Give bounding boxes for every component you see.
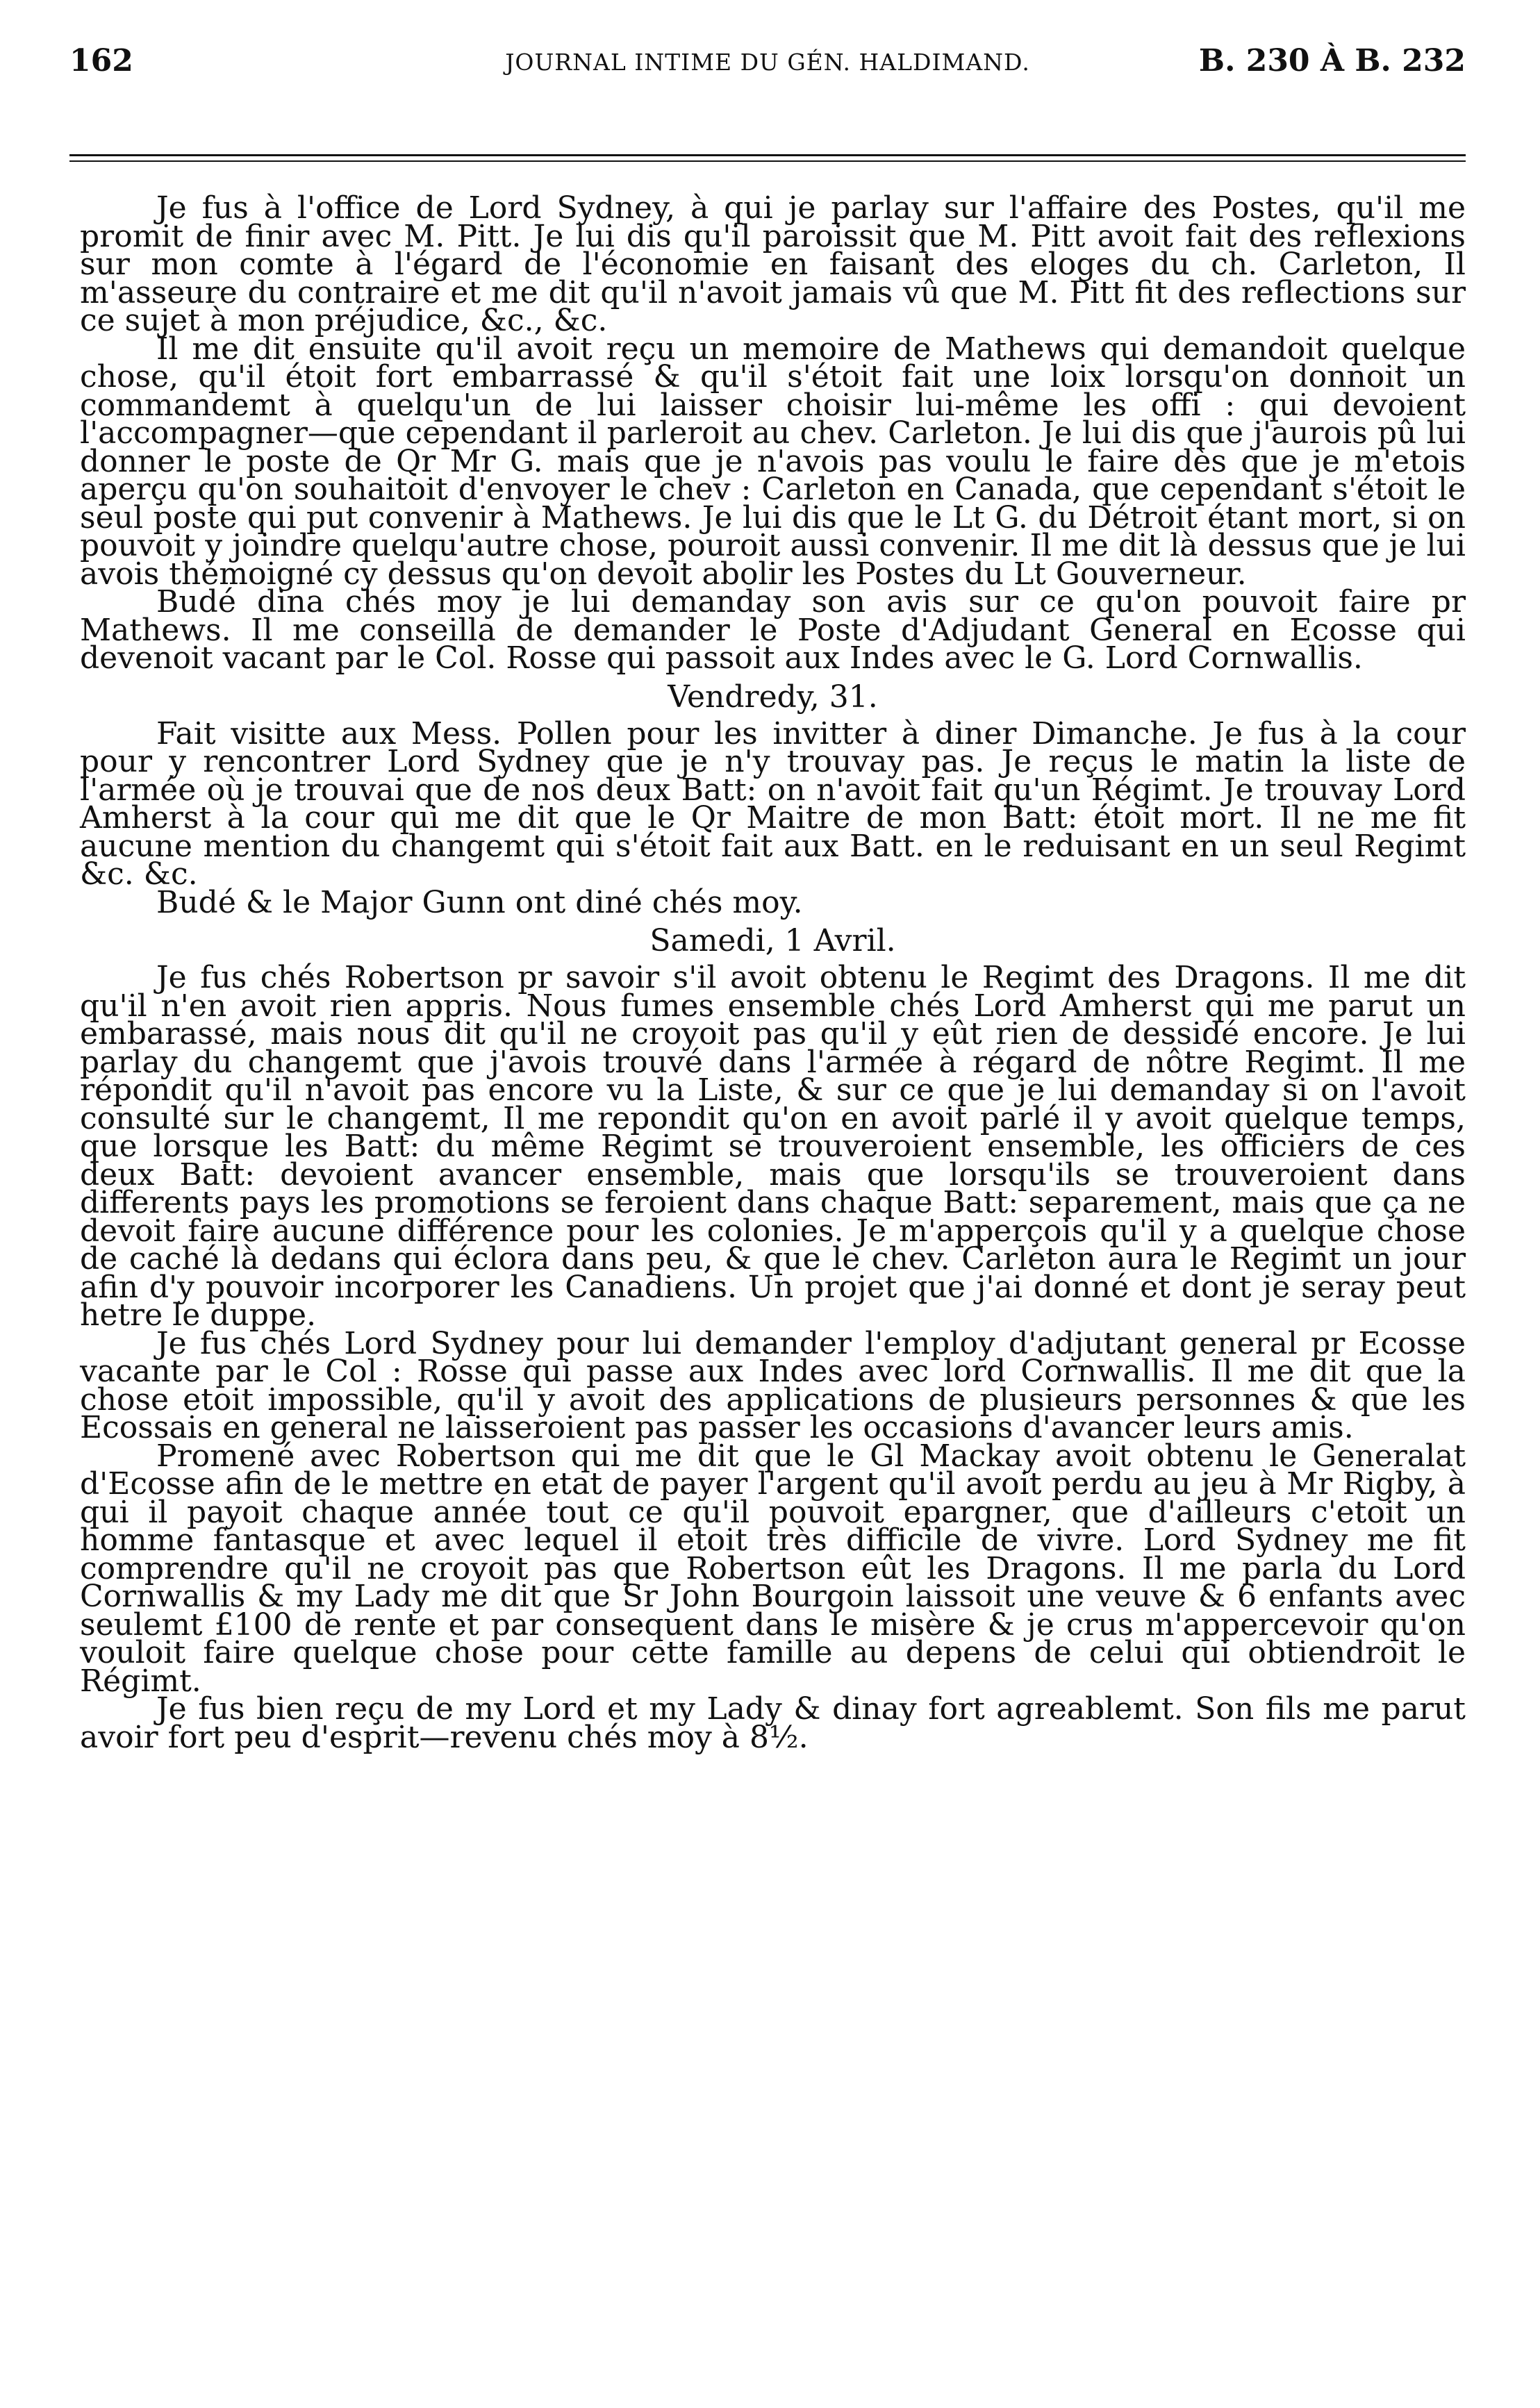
header-rule-thin [69, 160, 1466, 162]
paragraph: Je fus chés Lord Sydney pour lui demander l'employ d'adjutant general pr Ecosse vacante par le Col : Rosse qui passe aux Indes avec lord Cornwallis. Il me dit que la chose etoit impossible, qu'il y avoit des applications de plusieurs personnes & que les Ecossais en general ne laisseroient pas passer les occasions d'avancer leurs amis. [80, 1325, 1466, 1445]
document-range: B. 230 À B. 232 [1198, 43, 1466, 78]
running-title: JOURNAL INTIME DU GÉN. HALDIMAND. [505, 49, 1030, 76]
paragraph: Il me dit ensuite qu'il avoit reçu un memoire de Mathews qui demandoit quelque chose, qu'il étoit fort embarrassé & qu'il s'étoit fait une loix lorsqu'on donnoit un commandemt à quelqu'un de lui laisser choisir lui-même les offi : qui devoient l'accompagner—que cependant il parleroit au chev. Carleton. Je lui dis que j'aurois pû lui donner le poste de Qr Mr G. mais que je n'avois pas voulu le faire dès que je m'etois aperçu qu'on souhaitoit d'envoyer le chev : Carleton en Canada, que cependant s'étoit le seul poste qui put convenir à Mathews. Je lui dis que le Lt G. du Détroit étant mort, si on pouvoit y joindre quelqu'autre chose, pouroit aussi convenir. Il me dit là dessus que je lui avois thémoigné cy dessus qu'on devoit abolir les Postes du Lt Gouverneur. [80, 331, 1466, 592]
date-heading-friday: Vendredy, 31. [668, 679, 878, 715]
journal-body [80, 190, 1466, 1755]
header-rule [69, 154, 1466, 156]
paragraph: Je fus à l'office de Lord Sydney, à qui je parlay sur l'affaire des Postes, qu'il me promit de finir avec M. Pitt. Je lui dis qu'il paroissit que M. Pitt avoit fait des reflexions sur mon comte à l'égard de l'économie en faisant des eloges du ch. Carleton, Il m'asseure du contraire et me dit qu'il n'avoit jamais vû que M. Pitt fit des reflections sur ce sujet à mon préjudice, &c., &c. [80, 190, 1466, 338]
running-header [69, 43, 1466, 93]
date-heading-saturday: Samedi, 1 Avril. [649, 923, 896, 958]
paragraph: Budé & le Major Gunn ont diné chés moy. [156, 884, 803, 920]
paragraph: Fait visitte aux Mess. Pollen pour les invitter à diner Dimanche. Je fus à la cour pour y rencontrer Lord Sydney que je n'y trouvay pas. Je reçus le matin la liste de l'armée où je trouvai que de nos deux Batt: on n'avoit fait qu'un Régimt. Je trouvay Lord Amherst à la cour qui me dit que le Qr Maitre de mon Batt: étoit mort. Il ne me fit aucune mention du changemt qui s'étoit fait aux Batt. en le reduisant en un seul Regimt &c. &c. [80, 715, 1466, 892]
paragraph: Promené avec Robertson qui me dit que le Gl Mackay avoit obtenu le Generalat d'Ecosse afin de le mettre en etat de payer l'argent qu'il avoit perdu au jeu à Mr Rigby, à qui il payoit chaque année tout ce qu'il pouvoit epargner, que d'ailleurs c'etoit un homme fantasque et avec lequel il etoit très difficile de vivre. Lord Sydney me fit comprendre qu'il ne croyoit pas que Robertson eût les Dragons. Il me parla du Lord Cornwallis & my Lady me dit que Sr John Bourgoin laissoit une veuve & 6 enfants avec seulemt £100 de rente et par consequent dans le misère & je crus m'appercevoir qu'on vouloit faire quelque chose pour cette famille au depens de celui qui obtiendroit le Régimt. [80, 1438, 1466, 1699]
paragraph: Je fus chés Robertson pr savoir s'il avoit obtenu le Regimt des Dragons. Il me dit qu'il n'en avoit rien appris. Nous fumes ensemble chés Lord Amherst qui me parut un embarassé, mais nous dit qu'il ne croyoit pas qu'il y eût rien de dessidé encore. Je lui parlay du changemt que j'avois trouvé dans l'armée à régard de nôtre Regimt. Il me répondit qu'il n'avoit pas encore vu la Liste, & sur ce que je lui demanday si on l'avoit consulté sur le changemt, Il me repondit qu'on en avoit parlé il y avoit quelque temps, que lorsque les Batt: du même Regimt se trouveroient ensemble, les officiers de ces deux Batt: devoient avancer ensemble, mais que lorsqu'ils se trouveroient dans differents pays les promotions se feroient dans chaque Batt: separement, mais que ça ne devoit faire aucune différence pour les colonies. Je m'apperçois qu'il y a quelque chose de caché là dedans qui éclora dans peu, & que le chev. Carleton aura le Regimt un jour afin d'y pouvoir incorporer les Canadiens. Un projet que j'ai donné et dont je seray peut hetre le duppe. [80, 960, 1466, 1333]
page-number: 162 [69, 43, 133, 78]
paragraph: Je fus bien reçu de my Lord et my Lady & dinay fort agreablemt. Son fils me parut avoir fort peu d'esprit—revenu chés moy à 8½. [80, 1691, 1466, 1755]
paragraph: Budé dina chés moy je lui demanday son avis sur ce qu'on pouvoit faire pr Mathews. Il me conseilla de demander le Poste d'Adjudant General en Ecosse qui devenoit vacant par le Col. Rosse qui passoit aux Indes avec le G. Lord Cornwallis. [80, 584, 1466, 676]
